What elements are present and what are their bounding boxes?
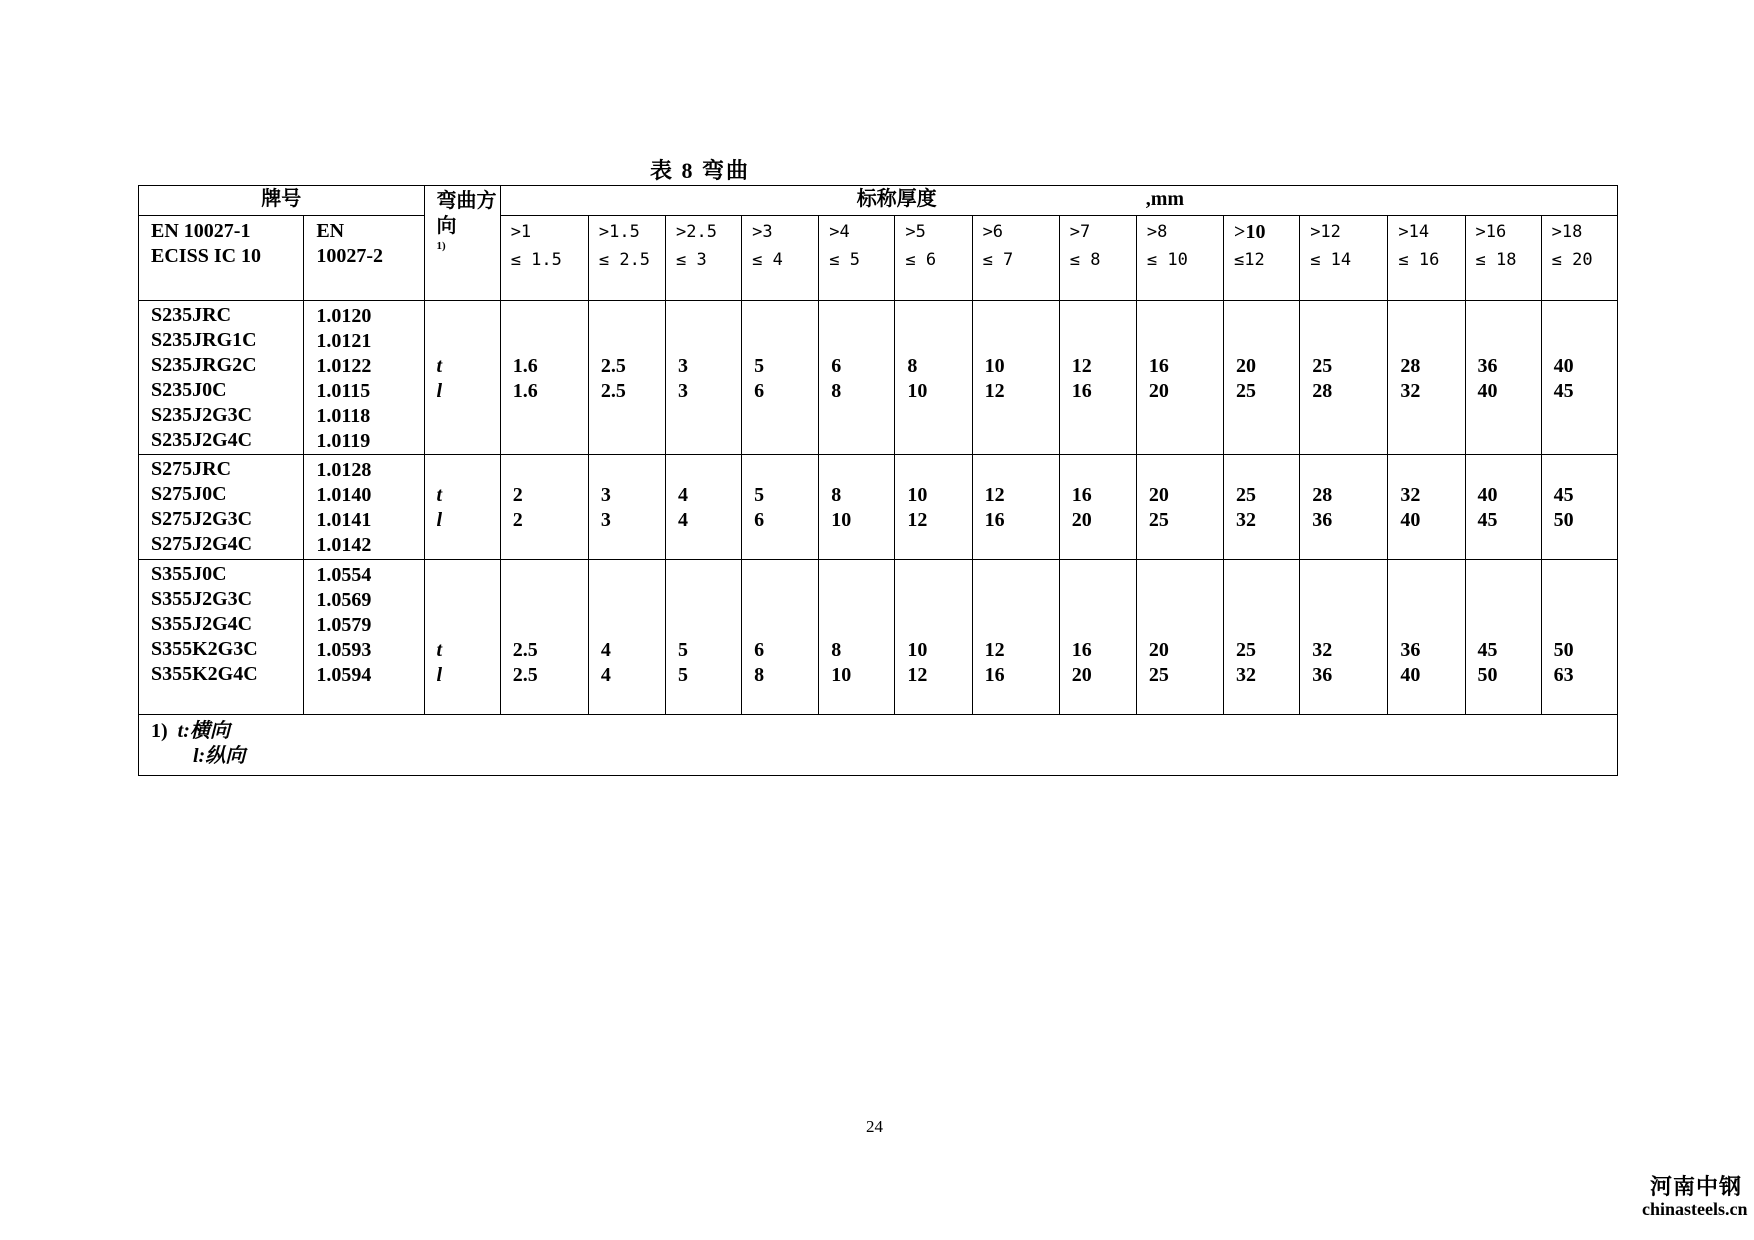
header-en10027-2 (304, 216, 424, 301)
radius-cell (972, 455, 1059, 560)
radius-cell (666, 455, 742, 560)
range-header-10: >10 ≤12 (1224, 216, 1300, 301)
bending-table (138, 185, 1618, 776)
transverse-value: 32 (1400, 484, 1421, 506)
longitudinal-value: 45 (1553, 380, 1574, 402)
longitudinal-value: 10 (831, 509, 852, 531)
longitudinal-value: 32 (1236, 664, 1257, 686)
longitudinal-value: 32 (1236, 509, 1257, 531)
grade-name: S355K2G3C (151, 638, 258, 660)
material-number: 1.0119 (316, 430, 371, 452)
table-note (139, 715, 1618, 776)
note-marker: 1) (151, 720, 168, 742)
thickness-unit: ,mm (1145, 188, 1185, 210)
longitudinal-value: 6 (754, 509, 765, 531)
table-row (139, 301, 1618, 455)
grade-name: S235J0C (151, 379, 227, 401)
range-header-1: >1 ≤ 1.5 (500, 216, 588, 301)
transverse-value: 45 (1477, 639, 1498, 661)
material-number: 1.0122 (316, 355, 372, 377)
radius-cell (1388, 455, 1465, 560)
direction-label: t (436, 355, 443, 377)
direction-label: l (436, 380, 443, 402)
longitudinal-value: 2.5 (512, 664, 538, 686)
longitudinal-value: 3 (600, 509, 611, 531)
longitudinal-value: 50 (1553, 509, 1574, 531)
transverse-value: 12 (984, 484, 1005, 506)
material-number: 1.0140 (316, 484, 372, 506)
transverse-value: 28 (1400, 355, 1421, 377)
table-row (139, 560, 1618, 715)
longitudinal-value: 25 (1236, 380, 1257, 402)
table-title: 表 8 弯曲 (650, 158, 751, 183)
longitudinal-value: 28 (1312, 380, 1333, 402)
radius-cell (1388, 301, 1465, 455)
material-number: 1.0128 (316, 459, 372, 481)
header-designation: 牌号 (139, 186, 425, 216)
longitudinal-value: 4 (678, 509, 688, 531)
range-header-8: >7 ≤ 8 (1059, 216, 1136, 301)
radius-cell (742, 560, 819, 715)
grade-cell (139, 301, 304, 455)
longitudinal-value: 16 (984, 509, 1005, 531)
transverse-value: 2 (512, 484, 523, 506)
transverse-value: 4 (678, 484, 688, 506)
grade-name: S355J2G4C (151, 613, 253, 635)
longitudinal-value: 12 (907, 664, 928, 686)
radius-cell (1136, 455, 1223, 560)
transverse-value: 6 (831, 355, 842, 377)
radius-cell (500, 455, 588, 560)
longitudinal-value: 10 (831, 664, 852, 686)
direction-label: t (436, 484, 443, 506)
radius-cell (972, 301, 1059, 455)
direction-label: l (436, 664, 443, 686)
longitudinal-value: 8 (831, 380, 842, 402)
transverse-value: 6 (754, 639, 765, 661)
transverse-value: 12 (1071, 355, 1092, 377)
transverse-value: 5 (754, 355, 765, 377)
transverse-value: 45 (1553, 484, 1574, 506)
material-number: 1.0554 (316, 564, 372, 586)
radius-cell (1300, 455, 1388, 560)
material-number: 1.0120 (316, 305, 372, 327)
grade-cell (139, 560, 304, 715)
longitudinal-value: 63 (1553, 664, 1574, 686)
radius-cell (1224, 560, 1300, 715)
transverse-value: 32 (1312, 639, 1333, 661)
grade-name: S275JRC (151, 458, 232, 480)
material-number: 1.0594 (316, 664, 372, 686)
en-label: EN (316, 220, 345, 242)
longitudinal-value: 8 (754, 664, 765, 686)
bend-direction-label: 弯曲方向 (436, 190, 497, 237)
longitudinal-value: 5 (678, 664, 688, 686)
longitudinal-value: 16 (984, 664, 1005, 686)
header-bend-direction (424, 186, 500, 301)
material-number: 1.0115 (316, 380, 371, 402)
material-number-cell (304, 560, 424, 715)
radius-cell (895, 301, 972, 455)
transverse-value: 4 (600, 639, 611, 661)
transverse-value: 50 (1553, 639, 1574, 661)
eciss-label: ECISS IC 10 (151, 245, 262, 267)
longitudinal-value: 36 (1312, 664, 1333, 686)
longitudinal-value: 50 (1477, 664, 1498, 686)
transverse-value: 3 (600, 484, 611, 506)
transverse-value: 28 (1312, 484, 1333, 506)
transverse-value: 5 (678, 639, 688, 661)
range-header-3: >2.5 ≤ 3 (666, 216, 742, 301)
grade-name: S355J2G3C (151, 588, 253, 610)
page-number: 24 (866, 1117, 883, 1136)
table-row (139, 455, 1618, 560)
range-header-7: >6 ≤ 7 (972, 216, 1059, 301)
radius-cell (500, 301, 588, 455)
radius-cell (1541, 455, 1617, 560)
grade-name: S355K2G4C (151, 663, 258, 685)
grade-name: S275J2G3C (151, 508, 253, 530)
transverse-value: 40 (1477, 484, 1498, 506)
logo-en: chinasteels.cn (1642, 1199, 1748, 1219)
material-number: 1.0579 (316, 614, 372, 636)
range-header-5: >4 ≤ 5 (819, 216, 895, 301)
longitudinal-value: 2 (512, 509, 523, 531)
longitudinal-value: 20 (1148, 380, 1169, 402)
bend-direction-note: 1) (436, 240, 446, 252)
direction-cell (424, 301, 500, 455)
transverse-value: 20 (1236, 355, 1257, 377)
radius-cell (588, 455, 665, 560)
range-header-11: >12 ≤ 14 (1300, 216, 1388, 301)
transverse-value: 3 (678, 355, 688, 377)
range-header-2: >1.5 ≤ 2.5 (588, 216, 665, 301)
material-number: 1.0593 (316, 639, 372, 661)
transverse-value: 2.5 (600, 355, 626, 377)
material-number: 1.0118 (316, 405, 371, 427)
transverse-value: 40 (1553, 355, 1574, 377)
longitudinal-value: 40 (1400, 509, 1421, 531)
radius-cell (895, 560, 972, 715)
material-number: 1.0569 (316, 589, 372, 611)
longitudinal-value: 40 (1400, 664, 1421, 686)
note-transverse: t:横向 (177, 720, 230, 742)
grade-name: S235J2G4C (151, 429, 253, 451)
range-header-9: >8 ≤ 10 (1136, 216, 1223, 301)
transverse-value: 25 (1236, 639, 1257, 661)
longitudinal-value: 2.5 (600, 380, 626, 402)
radius-cell (1224, 455, 1300, 560)
transverse-value: 10 (907, 639, 928, 661)
grade-cell (139, 455, 304, 560)
longitudinal-value: 3 (678, 380, 688, 402)
radius-cell (819, 560, 895, 715)
grade-name: S355J0C (151, 563, 227, 585)
longitudinal-value: 32 (1400, 380, 1421, 402)
material-number-cell (304, 455, 424, 560)
transverse-value: 8 (831, 639, 842, 661)
longitudinal-value: 45 (1477, 509, 1498, 531)
longitudinal-value: 40 (1477, 380, 1498, 402)
transverse-value: 8 (831, 484, 842, 506)
longitudinal-value: 20 (1071, 664, 1092, 686)
longitudinal-value: 1.6 (512, 380, 538, 402)
transverse-value: 16 (1071, 639, 1092, 661)
radius-cell (895, 455, 972, 560)
radius-cell (1541, 560, 1617, 715)
material-number-cell (304, 301, 424, 455)
en10027-2-label: 10027-2 (316, 245, 383, 267)
radius-cell (1465, 560, 1541, 715)
range-header-4: >3 ≤ 4 (742, 216, 819, 301)
grade-name: S275J2G4C (151, 533, 253, 555)
transverse-value: 16 (1148, 355, 1169, 377)
transverse-value: 25 (1312, 355, 1333, 377)
range-header-14: >18 ≤ 20 (1541, 216, 1617, 301)
transverse-value: 2.5 (512, 639, 538, 661)
radius-cell (1059, 560, 1136, 715)
header-thickness (500, 186, 1617, 216)
grade-name: S235J2G3C (151, 404, 253, 426)
radius-cell (1300, 301, 1388, 455)
grade-name: S275J0C (151, 483, 227, 505)
transverse-value: 20 (1148, 484, 1169, 506)
radius-cell (1136, 560, 1223, 715)
longitudinal-value: 16 (1071, 380, 1092, 402)
radius-cell (666, 560, 742, 715)
longitudinal-value: 4 (600, 664, 611, 686)
radius-cell (1059, 301, 1136, 455)
en10027-1-label: EN 10027-1 (151, 220, 251, 242)
material-number: 1.0141 (316, 509, 372, 531)
transverse-value: 25 (1236, 484, 1257, 506)
radius-cell (588, 560, 665, 715)
direction-cell (424, 455, 500, 560)
radius-cell (819, 455, 895, 560)
transverse-value: 36 (1400, 639, 1421, 661)
longitudinal-value: 25 (1148, 664, 1169, 686)
radius-cell (1136, 301, 1223, 455)
header-en10027-1 (139, 216, 304, 301)
radius-cell (742, 455, 819, 560)
transverse-value: 10 (984, 355, 1005, 377)
transverse-value: 12 (984, 639, 1005, 661)
radius-cell (1465, 455, 1541, 560)
transverse-value: 10 (907, 484, 928, 506)
material-number: 1.0142 (316, 534, 372, 556)
longitudinal-value: 25 (1148, 509, 1169, 531)
grade-name: S235JRC (151, 304, 232, 326)
transverse-value: 1.6 (512, 355, 538, 377)
radius-cell (1465, 301, 1541, 455)
direction-label: l (436, 509, 443, 531)
longitudinal-value: 20 (1071, 509, 1092, 531)
range-header-12: >14 ≤ 16 (1388, 216, 1465, 301)
longitudinal-value: 10 (907, 380, 928, 402)
site-logo (1642, 1170, 1748, 1220)
radius-cell (666, 301, 742, 455)
radius-cell (1224, 301, 1300, 455)
radius-cell (1541, 301, 1617, 455)
radius-cell (500, 560, 588, 715)
material-number: 1.0121 (316, 330, 372, 352)
radius-cell (819, 301, 895, 455)
direction-label: t (436, 639, 443, 661)
radius-cell (1300, 560, 1388, 715)
radius-cell (1388, 560, 1465, 715)
radius-cell (972, 560, 1059, 715)
radius-cell (1059, 455, 1136, 560)
note-longitudinal: l:纵向 (193, 745, 246, 767)
range-header-6: >5 ≤ 6 (895, 216, 972, 301)
transverse-value: 8 (907, 355, 918, 377)
longitudinal-value: 12 (907, 509, 928, 531)
transverse-value: 5 (754, 484, 765, 506)
grade-name: S235JRG2C (151, 354, 257, 376)
thickness-label: 标称厚度 (856, 188, 937, 210)
longitudinal-value: 12 (984, 380, 1005, 402)
transverse-value: 20 (1148, 639, 1169, 661)
transverse-value: 16 (1071, 484, 1092, 506)
logo-cn: 河南中钢 (1649, 1175, 1742, 1200)
radius-cell (742, 301, 819, 455)
longitudinal-value: 6 (754, 380, 765, 402)
longitudinal-value: 36 (1312, 509, 1333, 531)
radius-cell (588, 301, 665, 455)
transverse-value: 36 (1477, 355, 1498, 377)
range-header-13: >16 ≤ 18 (1465, 216, 1541, 301)
direction-cell (424, 560, 500, 715)
grade-name: S235JRG1C (151, 329, 257, 351)
